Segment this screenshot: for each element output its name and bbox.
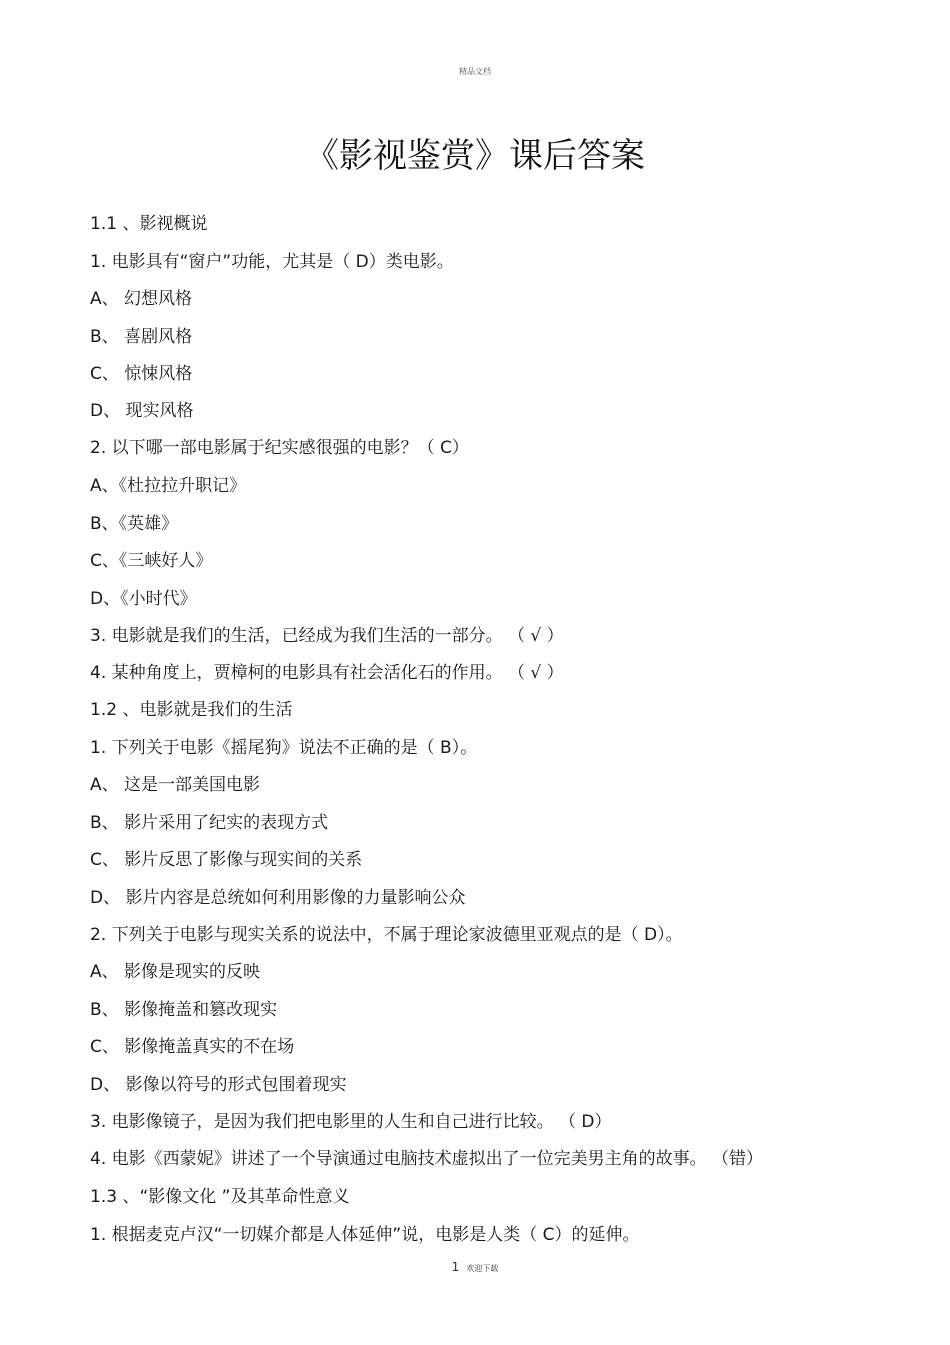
footer-text: 欢迎下载: [466, 1264, 499, 1273]
option-text: D、 影片内容是总统如何利用影像的力量影响公众: [90, 888, 466, 908]
option-text: A、《杜拉拉升职记》: [90, 476, 247, 496]
option-text: D、《小时代》: [90, 589, 197, 609]
section-heading: 1.1 、影视概说: [90, 214, 208, 234]
section-heading: 1.3 、“影像文化 ”及其革命性意义: [90, 1187, 350, 1207]
question-text: 1. 根据麦克卢汉“一切媒介都是人体延伸”说，电影是人类（ C）的延伸。: [90, 1225, 640, 1245]
question-text: 2. 下列关于电影与现实关系的说法中，不属于理论家波德里亚观点的是（ D）。: [90, 925, 683, 945]
question-text: 1. 电影具有“窗户”功能，尤其是（ D）类电影。: [90, 252, 454, 272]
question-text: 1. 下列关于电影《摇尾狗》说法不正确的是（ B）。: [90, 738, 478, 758]
option-text: A、 这是一部美国电影: [90, 775, 261, 795]
option-text: C、 影像掩盖真实的不在场: [90, 1037, 295, 1057]
page-title: 《影视鉴赏》课后答案: [305, 136, 645, 176]
question-text: 4. 某种角度上，贾樟柯的电影具有社会活化石的作用。 （ √ ）: [90, 663, 564, 683]
page-footer: [0, 1260, 950, 1274]
option-text: C、《三峡好人》: [90, 551, 213, 571]
option-text: D、 现实风格: [90, 401, 194, 421]
page-number: 1: [451, 1260, 460, 1274]
option-text: B、《英雄》: [90, 514, 179, 534]
option-text: C、 惊悚风格: [90, 364, 193, 384]
question-text: 2. 以下哪一部电影属于纪实感很强的电影？（ C）: [90, 438, 469, 458]
section-heading: 1.2 、电影就是我们的生活: [90, 700, 293, 720]
option-text: D、 影像以符号的形式包围着现实: [90, 1075, 347, 1095]
option-text: B、 喜剧风格: [90, 327, 193, 347]
question-text: 4. 电影《西蒙妮》讲述了一个导演通过电脑技术虚拟出了一位完美男主角的故事。 （错）: [90, 1149, 764, 1169]
option-text: C、 影片反思了影像与现实间的关系: [90, 850, 363, 870]
question-text: 3. 电影就是我们的生活，已经成为我们生活的一部分。 （ √ ）: [90, 626, 564, 646]
option-text: A、 幻想风格: [90, 289, 193, 309]
option-text: A、 影像是现实的反映: [90, 962, 261, 982]
header-note: 精品文档: [459, 67, 491, 76]
question-text: 3. 电影像镜子，是因为我们把电影里的人生和自己进行比较。 （ D）: [90, 1112, 612, 1132]
option-text: B、 影片采用了纪实的表现方式: [90, 813, 329, 833]
option-text: B、 影像掩盖和篡改现实: [90, 1000, 278, 1020]
